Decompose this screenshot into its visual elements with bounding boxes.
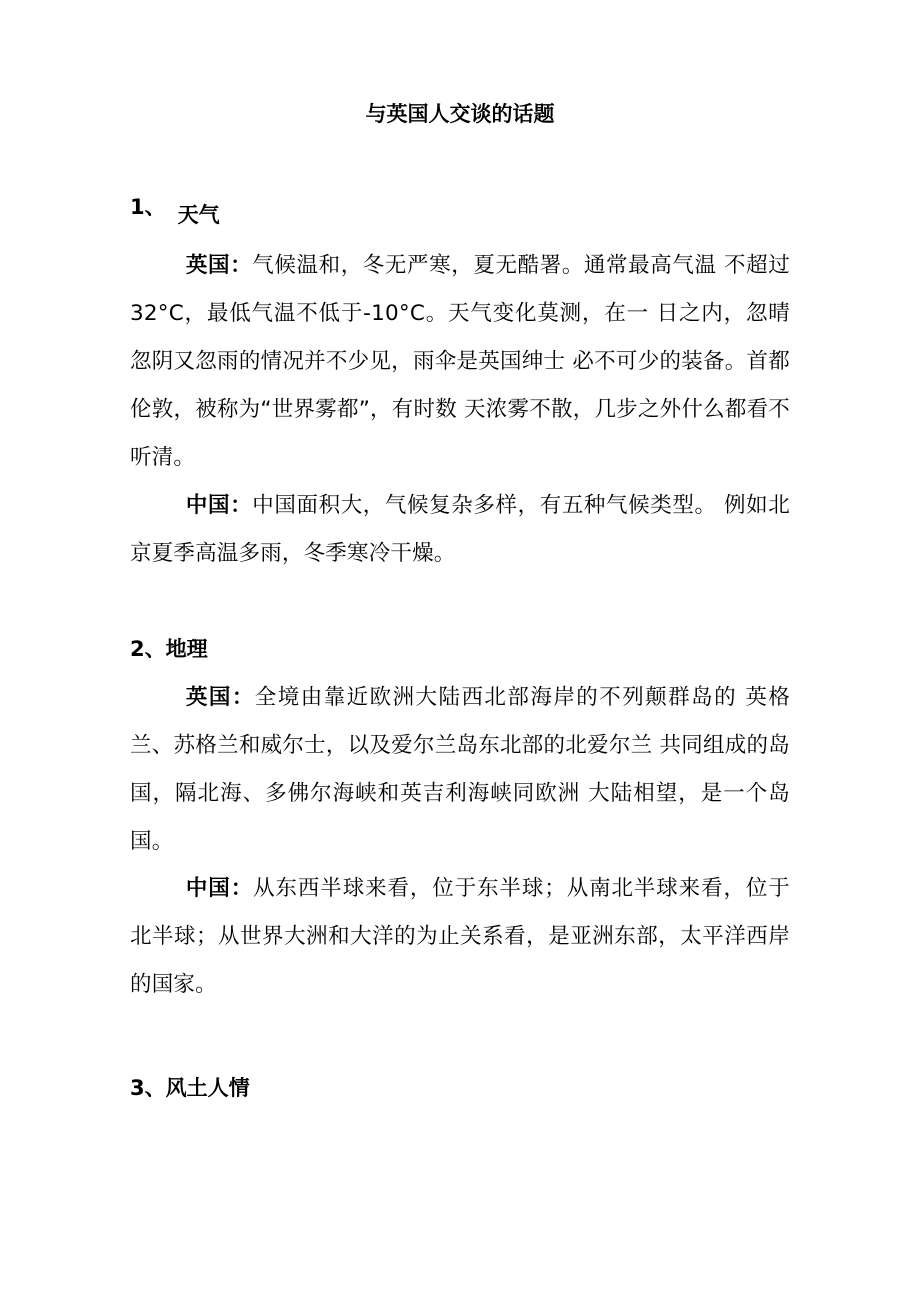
paragraph-uk-geography: [130, 674, 790, 866]
section-number: 1、: [130, 195, 166, 219]
paragraph-lead: 英国：: [185, 685, 255, 710]
paragraph-lead: 中国：: [185, 876, 254, 901]
paragraph-lead: 英国：: [185, 253, 253, 278]
section-title: 地理: [165, 637, 208, 661]
section-number: 2、: [130, 637, 166, 661]
paragraph-china-geography: [130, 865, 790, 1009]
paragraph-lead: 中国：: [185, 493, 253, 518]
section-title: 风土人情: [165, 1076, 250, 1100]
paragraph-china-weather: [130, 482, 790, 578]
section-number: 3、: [130, 1076, 166, 1100]
paragraph-text: 从东西半球来看，位于东半球；从南北半球来看，位于北半球；从世界大洲和大洋的为止关系看，是亚洲东部，太平洋西岸的国家。: [130, 876, 790, 997]
paragraph-text: 全境由靠近欧洲大陆西北部海岸的不列颠群岛的 英格兰、苏格兰和威尔士，以及爱尔兰岛东北部的北爱尔兰 共同组成的岛国，隔北海、多佛尔海峡和英吉利海峡同欧洲 大陆相望，是一个岛国。: [130, 685, 791, 854]
section-heading-geography: [130, 634, 208, 664]
document-title: 与英国人交谈的话题: [365, 102, 555, 126]
section-heading-weather: [130, 195, 220, 230]
paragraph-uk-weather: [130, 242, 790, 482]
section-title: 天气: [177, 203, 220, 227]
paragraph-text: 气候温和，冬无严寒，夏无酷署。通常最高气温 不超过32°C，最低气温不低于-10°C。天气变化莫测，在一 日之内，忽晴忽阴又忽雨的情况并不少见，雨伞是英国绅士 必不可少的装备。首都伦敦，被称为“世界雾都”，有时数 天浓雾不散，几步之外什么都看不听清。: [130, 253, 790, 470]
paragraph-text: 中国面积大，气候复杂多样，有五种气候类型。 例如北京夏季高温多雨，冬季寒冷干燥。: [130, 493, 790, 566]
section-heading-customs: [130, 1073, 250, 1103]
